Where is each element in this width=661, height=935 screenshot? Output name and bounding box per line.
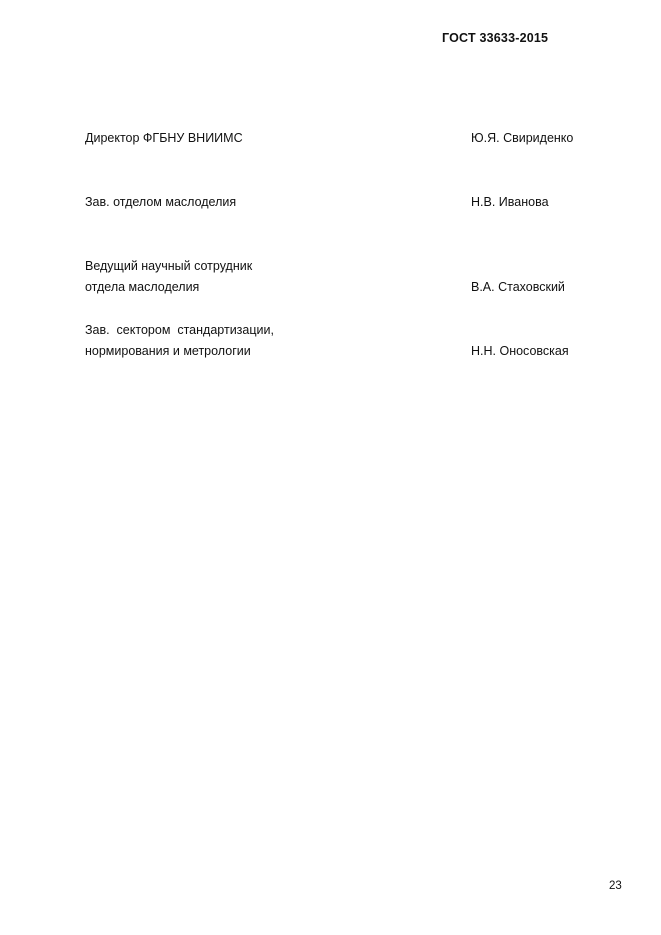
position-title [85,256,445,298]
signatory-name: Н.В. Иванова [471,195,549,209]
document-standard-code: ГОСТ 33633-2015 [442,31,549,45]
position-line: Зав. отделом маслоделия [85,195,237,209]
signatory-block-director [85,128,605,149]
position-line: Ведущий научный сотрудник [85,259,253,273]
signatory-name: Ю.Я. Свириденко [471,131,574,145]
position-line: Директор ФГБНУ ВНИИМС [85,131,243,145]
position-line: нормирования и метрологии [85,344,251,358]
position-line: отдела маслоделия [85,280,200,294]
position-title [85,192,445,213]
page-number: 23 [609,880,622,892]
signatory-name: Н.Н. Оносовская [471,344,569,358]
signatory-block-sector-head [85,320,605,362]
position-line: Зав. сектором стандартизации, [85,323,274,337]
position-title [85,320,445,362]
signatory-block-department-head [85,192,605,213]
signatory-block-lead-researcher [85,256,605,298]
position-title [85,128,445,149]
signatory-name: В.А. Стаховский [471,280,565,294]
